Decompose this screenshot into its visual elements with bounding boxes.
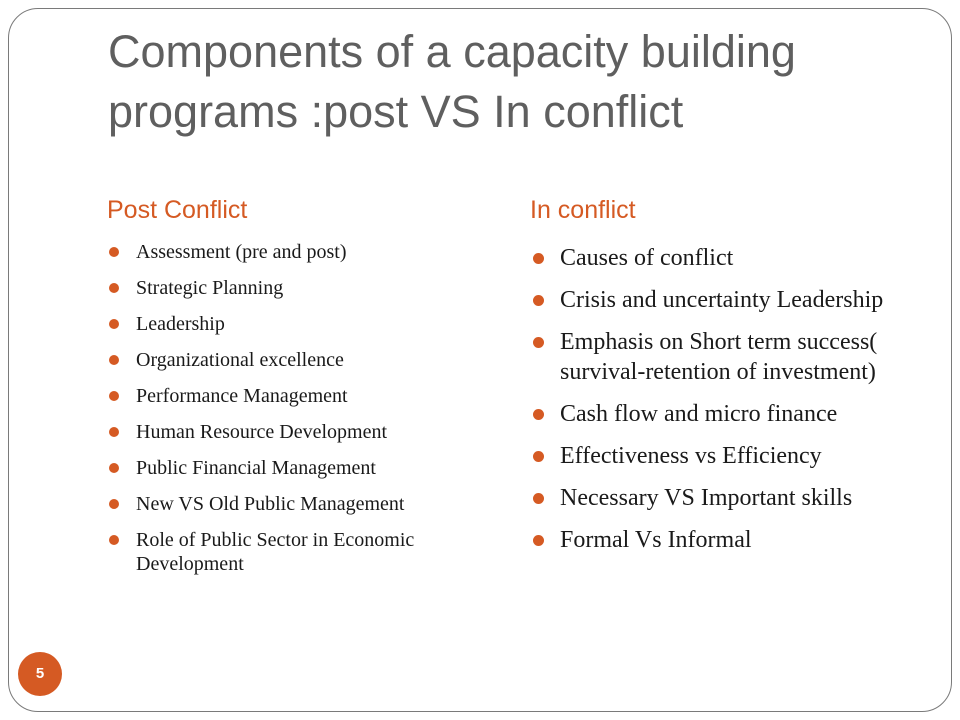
list-item [107, 240, 487, 264]
post-conflict-heading: Post Conflict [107, 196, 248, 224]
list-item-text: Public Financial Management [136, 457, 376, 479]
list-item-text: Emphasis on Short term success( survival-retention of investment) [560, 329, 878, 385]
list-item [107, 348, 487, 372]
list-item [107, 312, 487, 336]
list-item [107, 456, 487, 480]
in-conflict-list [531, 243, 921, 567]
bullet-dot-icon [109, 355, 119, 365]
list-item-text: Crisis and uncertainty Leadership [560, 287, 884, 313]
list-item [107, 420, 487, 444]
list-item-text: Effectiveness vs Efficiency [560, 443, 822, 469]
bullet-dot-icon [533, 253, 544, 264]
list-item-text: Role of Public Sector in Economic Development [136, 529, 415, 575]
bullet-dot-icon [533, 535, 544, 546]
in-conflict-heading: In conflict [530, 196, 636, 224]
list-item [531, 483, 921, 513]
list-item-text: New VS Old Public Management [136, 493, 405, 515]
bullet-dot-icon [109, 283, 119, 293]
bullet-dot-icon [109, 427, 119, 437]
list-item-text: Cash flow and micro finance [560, 401, 838, 427]
list-item-text: Performance Management [136, 385, 348, 407]
bullet-dot-icon [533, 451, 544, 462]
bullet-dot-icon [109, 535, 119, 545]
bullet-dot-icon [109, 247, 119, 257]
list-item [531, 243, 921, 273]
page-number-badge: 5 [18, 652, 62, 696]
bullet-dot-icon [533, 409, 544, 420]
post-conflict-list [107, 240, 487, 588]
list-item-text: Leadership [136, 313, 225, 335]
bullet-dot-icon [109, 463, 119, 473]
bullet-dot-icon [109, 319, 119, 329]
list-item [107, 384, 487, 408]
slide-title: Components of a capacity building programs :post VS In conflict [108, 26, 796, 137]
list-item [531, 285, 921, 315]
list-item-text: Strategic Planning [136, 277, 284, 299]
bullet-dot-icon [109, 391, 119, 401]
list-item-text: Formal Vs Informal [560, 527, 752, 553]
bullet-dot-icon [109, 499, 119, 509]
list-item-text: Assessment (pre and post) [136, 241, 347, 263]
bullet-dot-icon [533, 337, 544, 348]
list-item [531, 441, 921, 471]
list-item [107, 528, 487, 576]
list-item [107, 492, 487, 516]
list-item [531, 399, 921, 429]
bullet-dot-icon [533, 493, 544, 504]
list-item-text: Necessary VS Important skills [560, 485, 853, 511]
list-item-text: Organizational excellence [136, 349, 344, 371]
list-item [531, 327, 921, 387]
list-item-text: Human Resource Development [136, 421, 388, 443]
list-item-text: Causes of conflict [560, 245, 734, 271]
list-item [107, 276, 487, 300]
list-item [531, 525, 921, 555]
bullet-dot-icon [533, 295, 544, 306]
